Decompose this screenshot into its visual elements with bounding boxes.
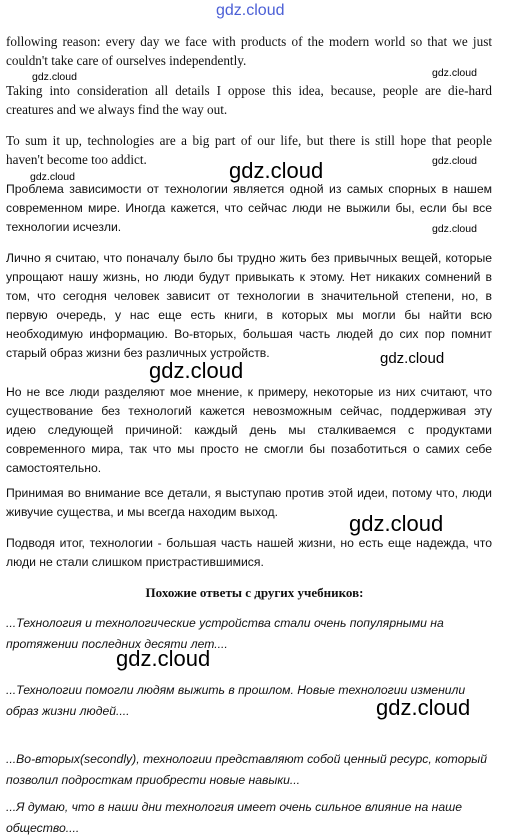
english-paragraph-2: Taking into consideration all details I oppose this idea, because, people are die-hard creatures and we always find the way out. [6,83,492,117]
watermark: gdz.cloud [32,71,77,83]
watermark: gdz.cloud [432,67,477,79]
russian-paragraph-4: Принимая во внимание все детали, я выступаю против этой идеи, потому что, люди живучие существа, и мы всегда находим выход. [6,486,492,519]
english-paragraph-1: following reason: every day we face with products of the modern world so that we just couldn't take care of ourselves independently. [6,34,492,68]
watermark: gdz.cloud [229,158,324,183]
watermark: gdz.cloud [432,223,477,235]
similar-answer-2[interactable]: ...Технологии помогли людям выжить в прошлом. Новые технологии изменили образ жизни людей.... [6,683,466,718]
russian-paragraph-3: Но не все люди разделяют мое мнение, к примеру, некоторые из них считают, что существование без технологий кажется невозможным сейчас, поддерживая эту идею следующей причиной: каждый день мы сталкиваемся с продуктами современного мира, так что мы просто не смогли бы позаботиться о самих себе самостоятельно. [6,385,492,475]
russian-paragraph-1: Проблема зависимости от технологии является одной из самых спорных в нашем современном мире. Иногда кажется, что сейчас люди не выжили бы, если бы все технологии исчезли. [6,182,492,234]
russian-paragraph-5: Подводя итог, технологии - большая часть нашей жизни, но есть еще надежда, что люди не стали слишком пристрастившимися. [6,536,492,569]
similar-answers-heading: Похожие ответы с других учебников: [145,585,364,600]
watermark: gdz.cloud [30,171,75,183]
russian-paragraph-2: Лично я считаю, что поначалу было бы трудно жить без привычных вещей, которые упрощают нашу жизнь, но люди будут привыкать к этому. Нет никаких сомнений в том, что сегодня человек зависит от технологии в значительной степени, но, в первую очередь, у нас еще есть книги, в которых мы могли бы найти всю необходимую информацию. Во-вторых, большая часть людей до сих пор помнит старый образ жизни без различных устройств. [6,251,492,360]
similar-answer-4[interactable]: ...Я думаю, что в наши дни технология имеет очень сильное влияние на наше общество.... [6,800,462,835]
watermark: gdz.cloud [432,155,477,167]
watermark: gdz.cloud [376,695,471,720]
watermark: gdz.cloud [116,646,211,671]
similar-answer-1[interactable]: ...Технология и технологические устройства стали очень популярными на протяжении последних десяти лет.... [6,616,444,651]
watermark-top: gdz.cloud [216,2,285,19]
english-paragraph-3: To sum it up, technologies are a big part of our life, but there is still hope that people haven't become too addict. [6,133,492,167]
similar-answer-3[interactable]: ...Во-вторых(secondly), технологии представляют собой ценный ресурс, который позволил подросткам приобрести новые навыки... [6,752,487,787]
watermark: gdz.cloud [380,350,445,367]
watermark: gdz.cloud [149,358,244,383]
watermark: gdz.cloud [349,511,444,536]
